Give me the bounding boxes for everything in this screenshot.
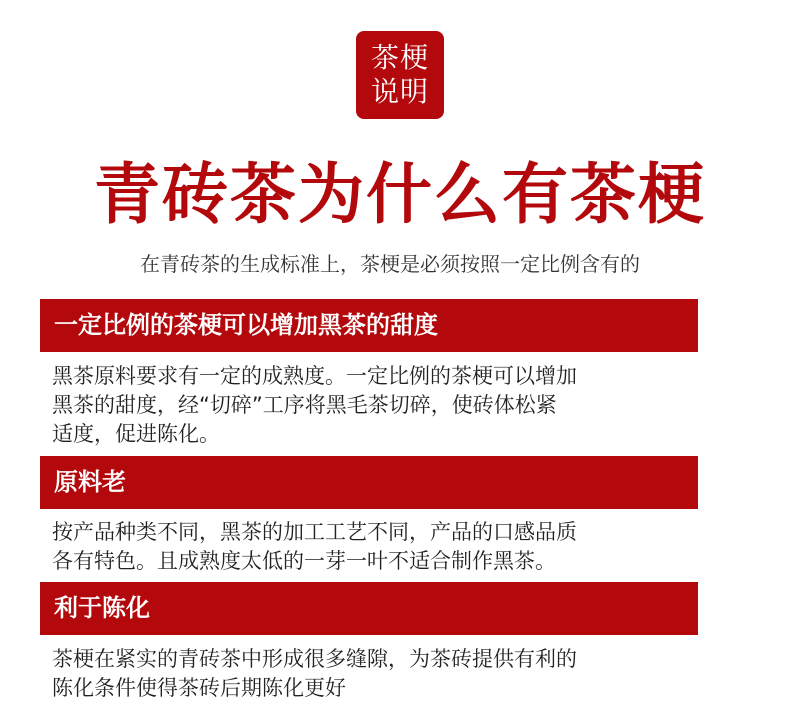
section-heading-aging: 利于陈化 bbox=[40, 582, 698, 635]
body-line: 各有特色。且成熟度太低的一芽一叶不适合制作黑茶。 bbox=[52, 549, 556, 573]
body-line: 按产品种类不同，黑茶的加工工艺不同，产品的口感品质 bbox=[52, 520, 577, 544]
body-line: 黑茶的甜度，经“切碎”工序将黑毛茶切碎，使砖体松紧 bbox=[52, 393, 557, 417]
page-subtitle: 在青砖茶的生成标准上，茶梗是必须按照一定比例含有的 bbox=[140, 252, 640, 276]
badge-line-2: 说明 bbox=[370, 75, 429, 108]
section-body-aging bbox=[52, 645, 692, 703]
tea-stem-badge bbox=[356, 31, 444, 119]
section-heading-mature-material: 原料老 bbox=[40, 456, 698, 509]
body-line: 黑茶原料要求有一定的成熟度。一定比例的茶梗可以增加 bbox=[52, 364, 577, 388]
section-body-mature-material bbox=[52, 518, 692, 576]
page-title: 青砖茶为什么有茶梗 bbox=[94, 156, 706, 233]
body-line: 陈化条件使得茶砖后期陈化更好 bbox=[52, 676, 346, 700]
badge-line-1: 茶梗 bbox=[370, 41, 429, 74]
section-heading-sweetness: 一定比例的茶梗可以增加黑茶的甜度 bbox=[40, 299, 698, 352]
section-body-sweetness bbox=[52, 362, 692, 449]
body-line: 茶梗在紧实的青砖茶中形成很多缝隙，为茶砖提供有利的 bbox=[52, 647, 577, 671]
body-line: 适度，促进陈化。 bbox=[52, 422, 220, 446]
